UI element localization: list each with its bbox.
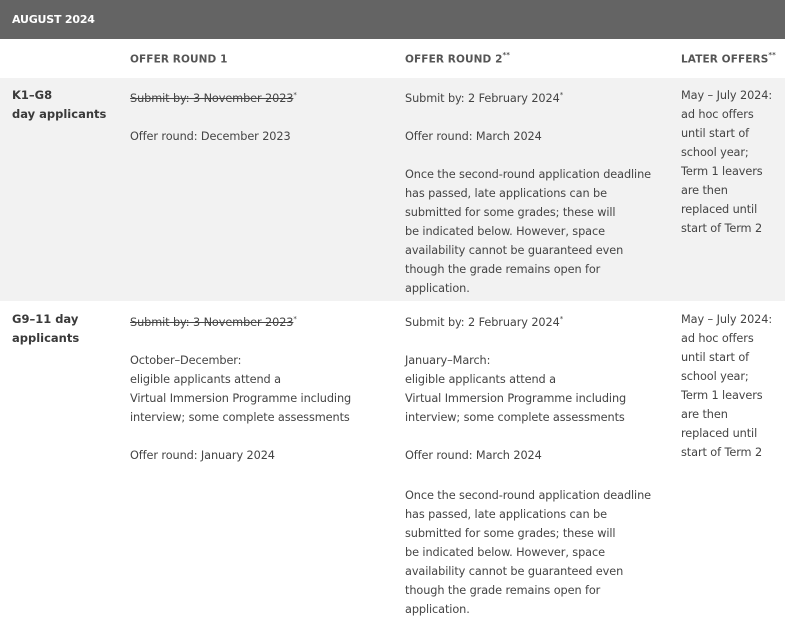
column-header-later-offers: LATER OFFERS** <box>681 51 776 66</box>
late-note-line: submitted for some grades; these will <box>405 526 616 540</box>
late-note-line: application. <box>405 602 470 616</box>
banner-title: AUGUST 2024 <box>12 13 95 26</box>
late-note-line: availability cannot be guaranteed even <box>405 564 624 578</box>
late-note-line: be indicated below. However, space <box>405 224 605 238</box>
row-header-k1-g8: K1–G8 day applicants <box>12 88 107 121</box>
table-banner <box>0 0 785 39</box>
cell-k1-g8-later-offers: May – July 2024: ad hoc offers until start of school year; Term 1 leavers are then replaced until start of Term 2 <box>681 89 773 235</box>
offer-round-text: Offer round: December 2023 <box>130 129 291 143</box>
late-note-line: though the grade remains open for <box>405 583 601 597</box>
late-note-line: Once the second-round application deadline <box>405 167 651 181</box>
row-header-g9-11: G9–11 day applicants <box>12 312 80 345</box>
column-header-offer-round-1: OFFER ROUND 1 <box>130 53 228 66</box>
late-note-line: be indicated below. However, space <box>405 545 605 559</box>
submit-deadline: Submit by: 2 February 2024 <box>405 315 560 329</box>
late-note-line: though the grade remains open for <box>405 262 601 276</box>
offer-round-text: Offer round: March 2024 <box>405 448 542 462</box>
cell-g9-11-round-2: Submit by: 2 February 2024* January–March: eligible applicants attend a Virtual Immersion Programme including interview; some complete assessments Offer round: March 2024 Once the second-round application deadline has passed, late applications can be submitted for some grades; these will be indicated below. However, space availability cannot be guaranteed even though the grade remains open for application. <box>405 310 651 619</box>
offer-round-text: Offer round: March 2024 <box>405 129 542 143</box>
late-note-line: Once the second-round application deadline <box>405 488 651 502</box>
column-header-offer-round-2: OFFER ROUND 2** <box>405 51 511 66</box>
late-note-line: has passed, late applications can be <box>405 507 607 521</box>
submit-deadline: Submit by: 2 February 2024 <box>405 91 560 105</box>
late-note-line: submitted for some grades; these will <box>405 205 616 219</box>
late-note-line: has passed, late applications can be <box>405 186 607 200</box>
submit-deadline-struck: Submit by: 3 November 2023 <box>130 91 294 105</box>
cell-g9-11-round-1: Submit by: 3 November 2023* October–December: eligible applicants attend a Virtual Immersion Programme including interview; some complete assessments Offer round: January 2024 <box>130 310 351 465</box>
submit-deadline-struck: Submit by: 3 November 2023 <box>130 315 294 329</box>
cell-k1-g8-round-1: Submit by: 3 November 2023* Offer round: December 2023 <box>130 86 297 146</box>
cell-g9-11-later-offers: May – July 2024: ad hoc offers until start of school year; Term 1 leavers are then replaced until start of Term 2 <box>681 313 773 459</box>
cell-k1-g8-round-2: Submit by: 2 February 2024* Offer round: March 2024 Once the second-round application deadline has passed, late applications can be submitted for some grades; these will be indicated below. However, space availability cannot be guaranteed even though the grade remains open for application. <box>405 86 651 298</box>
late-note-line: application. <box>405 281 470 295</box>
late-note-line: availability cannot be guaranteed even <box>405 243 624 257</box>
row-k1-g8-background <box>0 78 785 301</box>
offer-round-text: Offer round: January 2024 <box>130 448 275 462</box>
